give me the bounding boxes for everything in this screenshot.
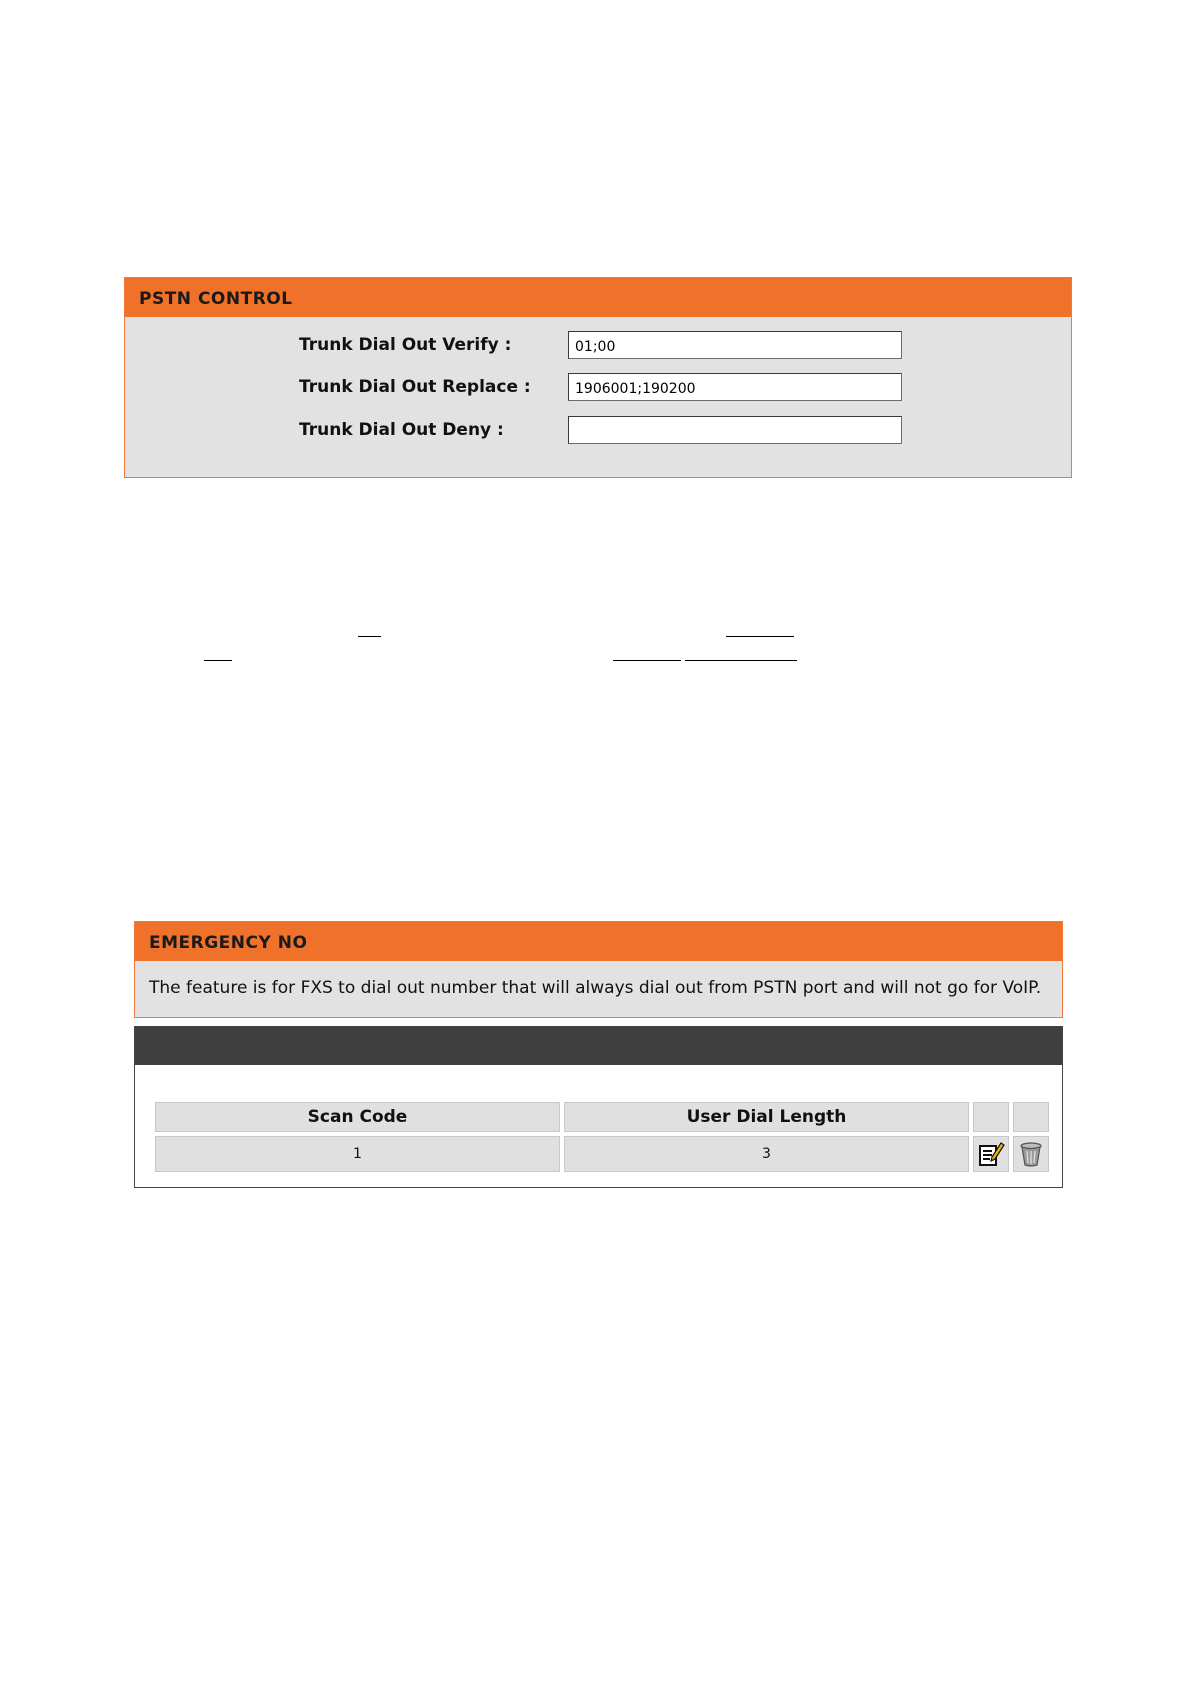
underline-mark xyxy=(358,636,381,637)
edit-icon[interactable] xyxy=(977,1140,1005,1168)
trunk-dial-out-verify-input[interactable] xyxy=(568,331,902,359)
emergency-list-table xyxy=(151,1098,1053,1176)
trash-icon[interactable] xyxy=(1017,1140,1045,1168)
column-header-scan-code: Scan Code xyxy=(155,1102,560,1132)
column-header-delete xyxy=(1013,1102,1049,1132)
emergency-list-panel xyxy=(134,1026,1063,1188)
trunk-dial-out-deny-row xyxy=(125,416,1071,444)
emergency-no-description: The feature is for FXS to dial out number that will always dial out from PSTN port and will not go for VoIP. xyxy=(149,978,1042,998)
list-header-bar xyxy=(135,1027,1062,1065)
trunk-dial-out-verify-row xyxy=(125,331,1071,359)
trunk-dial-out-replace-row xyxy=(125,373,1071,401)
emergency-no-panel xyxy=(134,921,1063,1018)
underline-mark xyxy=(613,660,681,661)
trunk-dial-out-deny-input[interactable] xyxy=(568,416,902,444)
pstn-control-title: PSTN CONTROL xyxy=(125,278,1071,317)
trunk-dial-out-deny-label: Trunk Dial Out Deny : xyxy=(299,420,504,440)
table-row xyxy=(155,1136,1049,1172)
cell-scan-code: 1 xyxy=(155,1136,560,1172)
underline-mark xyxy=(204,660,232,661)
underline-mark xyxy=(685,660,797,661)
column-header-edit xyxy=(973,1102,1009,1132)
trunk-dial-out-replace-input[interactable] xyxy=(568,373,902,401)
cell-user-dial-length: 3 xyxy=(564,1136,969,1172)
trunk-dial-out-replace-label: Trunk Dial Out Replace : xyxy=(299,377,531,397)
trunk-dial-out-verify-label: Trunk Dial Out Verify : xyxy=(299,335,512,355)
column-header-user-dial-length: User Dial Length xyxy=(564,1102,969,1132)
cell-edit xyxy=(973,1136,1009,1172)
table-header-row xyxy=(155,1102,1049,1132)
pstn-control-panel xyxy=(124,277,1072,478)
underline-mark xyxy=(726,636,794,637)
emergency-no-title: EMERGENCY NO xyxy=(135,922,1062,961)
cell-delete xyxy=(1013,1136,1049,1172)
